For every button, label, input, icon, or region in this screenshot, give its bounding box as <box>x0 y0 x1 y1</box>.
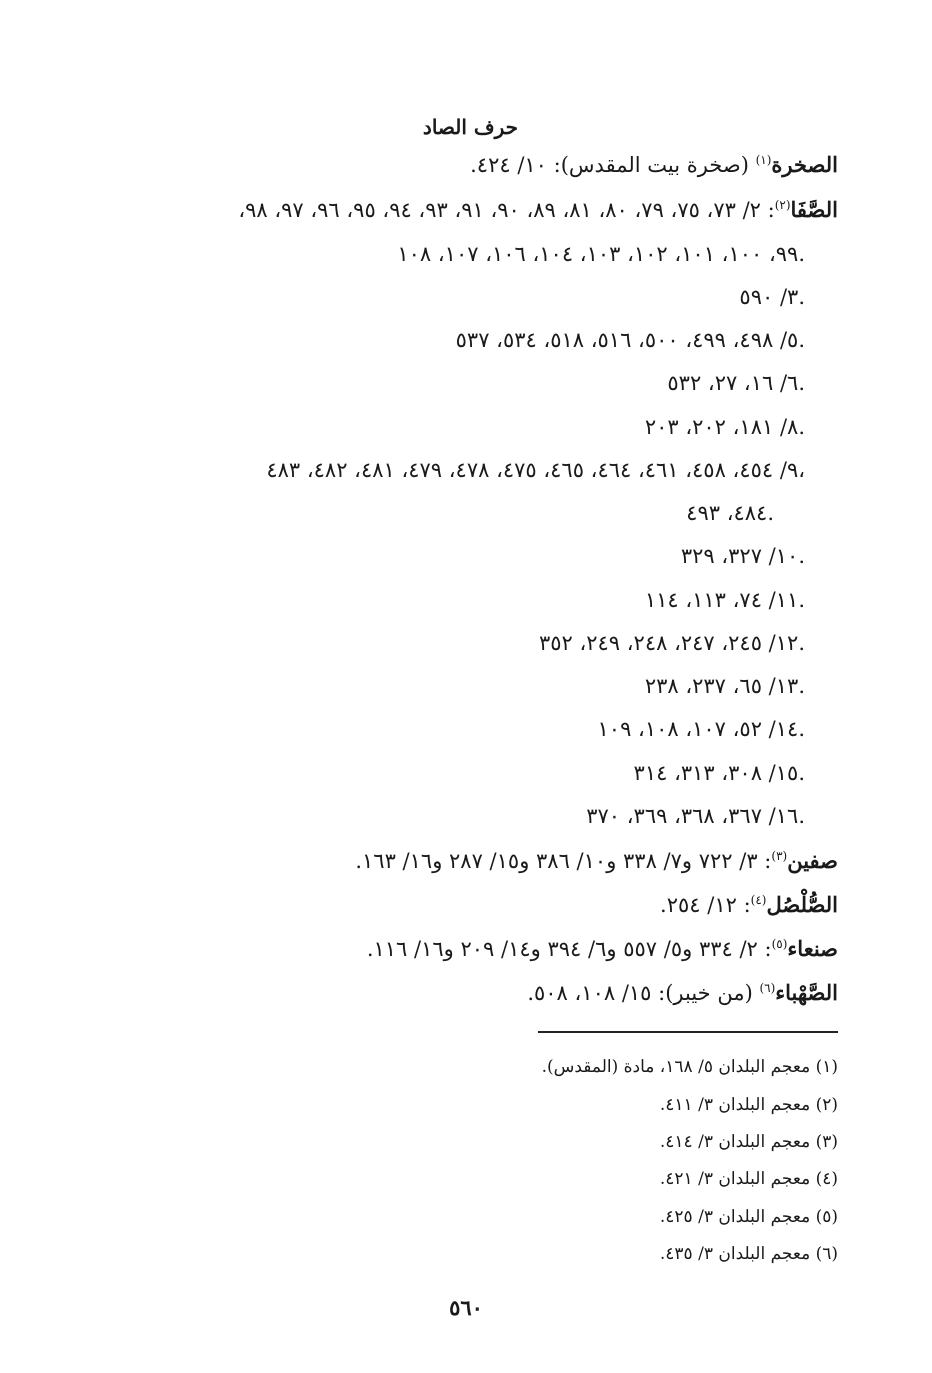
index-line <box>397 239 805 269</box>
entry-refs: ١٥/ ٣٠٨، ٣١٣، ٣١٤. <box>633 761 805 785</box>
index-line <box>645 585 805 615</box>
entry-refs: ٦/ ١٦، ٢٧، ٥٣٢. <box>667 371 805 395</box>
entry-refs: ٩٩، ١٠٠، ١٠١، ١٠٢، ١٠٣، ١٠٤، ١٠٦، ١٠٧، ١٠٨. <box>397 242 805 266</box>
footnote: (٢) معجم البلدان ٣/ ٤١١. <box>659 1095 838 1115</box>
footnote-ref: (٣) <box>771 849 788 863</box>
entry-refs: ٥/ ٤٩٨، ٤٩٩، ٥٠٠، ٥١٦، ٥١٨، ٥٣٤، ٥٣٧. <box>455 328 805 352</box>
index-line <box>539 628 805 658</box>
footnote-ref: (٦) <box>759 981 776 995</box>
entry-refs: ٨/ ١٨١، ٢٠٢، ٢٠٣. <box>644 415 805 439</box>
footnote-ref: (٤) <box>750 893 767 907</box>
entry-refs: : ٣/ ٧٢٢ و٧/ ٣٣٨ و١٠/ ٣٨٦ و١٥/ ٢٨٧ و١٦/ ١٦٣. <box>355 849 772 873</box>
index-line <box>634 758 805 788</box>
entry-term: الصَّفَا <box>790 197 838 222</box>
entry-refs: ٤٨٤، ٤٩٣. <box>686 501 774 525</box>
entry-refs: ١١/ ٧٤، ١١٣، ١١٤. <box>644 588 805 612</box>
index-line <box>667 368 805 398</box>
footnote-ref: (٥) <box>771 937 788 951</box>
section-heading: حرف الصاد <box>422 115 518 139</box>
index-line <box>660 890 838 920</box>
index-line <box>527 978 838 1008</box>
entry-refs: (صخرة بيت المقدس): ١٠/ ٤٢٤. <box>470 153 756 177</box>
index-line <box>686 498 774 528</box>
index-line <box>586 801 805 831</box>
entry-refs: ١٢/ ٢٤٥، ٢٤٧، ٢٤٨، ٢٤٩، ٣٥٢. <box>538 631 805 655</box>
entry-refs: : ١٢/ ٢٥٤. <box>660 893 751 917</box>
entry-term: الصخرة <box>771 152 838 177</box>
entry-term: صنعاء <box>787 936 838 961</box>
footnote-ref: (١) <box>755 153 772 167</box>
entry-term: صفين <box>787 848 838 873</box>
index-line <box>645 671 805 701</box>
index-line <box>367 934 838 964</box>
footnote: (٦) معجم البلدان ٣/ ٤٣٥. <box>659 1244 838 1264</box>
index-line <box>645 412 805 442</box>
entry-term: الصُّلْصُل <box>766 892 838 917</box>
entry-refs: ١٣/ ٦٥، ٢٣٧، ٢٣٨. <box>644 674 805 698</box>
footnote: (٥) معجم البلدان ٣/ ٤٢٥. <box>659 1207 838 1227</box>
entry-refs: ١٠/ ٣٢٧، ٣٢٩. <box>680 544 805 568</box>
entry-refs: ٣/ ٥٩٠. <box>739 285 805 309</box>
index-line <box>470 150 838 180</box>
index-line <box>266 455 805 485</box>
entry-refs: (من خيبر): ١٥/ ١٠٨، ٥٠٨. <box>527 981 760 1005</box>
index-line <box>456 325 805 355</box>
footnote-divider <box>538 1031 838 1033</box>
footnote: (٤) معجم البلدان ٣/ ٤٢١. <box>659 1169 838 1189</box>
index-line <box>739 282 805 312</box>
index-line <box>238 195 838 225</box>
footnote: (١) معجم البلدان ٥/ ١٦٨، مادة (المقدس). <box>541 1057 838 1077</box>
footnote-ref: (٢) <box>774 198 791 212</box>
index-line <box>355 846 838 876</box>
index-line <box>681 541 805 571</box>
footnote: (٣) معجم البلدان ٣/ ٤١٤. <box>659 1132 838 1152</box>
entry-refs: : ٢/ ٧٣، ٧٥، ٧٩، ٨٠، ٨١، ٨٩، ٩٠، ٩١، ٩٣، ٩٤، ٩٥، ٩٦، ٩٧، ٩٨، <box>238 198 775 222</box>
entry-refs: : ٢/ ٣٣٤ و٥/ ٥٥٧ و٦/ ٣٩٤ و١٤/ ٢٠٩ و١٦/ ١١٦. <box>366 937 772 961</box>
entry-refs: ١٤/ ٥٢، ١٠٧، ١٠٨، ١٠٩. <box>597 717 805 741</box>
index-line <box>598 714 805 744</box>
page-number: ٥٦٠ <box>449 1295 483 1320</box>
entry-refs: ٩/ ٤٥٤، ٤٥٨، ٤٦١، ٤٦٤، ٤٦٥، ٤٧٥، ٤٧٨، ٤٧٩، ٤٨١، ٤٨٢، ٤٨٣، <box>266 458 805 482</box>
entry-term: الصَّهْباء <box>775 980 838 1005</box>
entry-refs: ١٦/ ٣٦٧، ٣٦٨، ٣٦٩، ٣٧٠. <box>586 804 805 828</box>
